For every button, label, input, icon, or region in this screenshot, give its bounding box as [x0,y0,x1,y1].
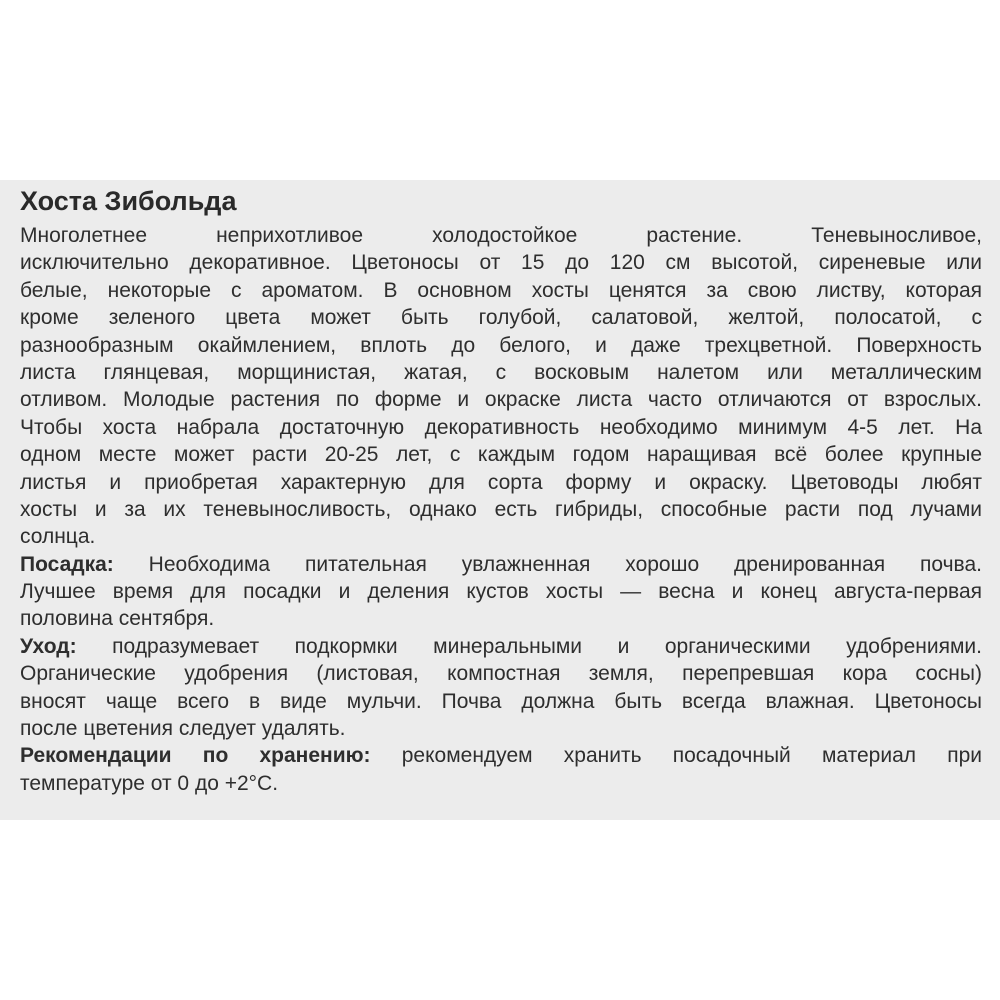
text-line [20,551,982,578]
line-text: после цветения следует удалять. [20,717,346,741]
line-text: Органические удобрения (листовая, компостная земля, перепревшая кора сосны) [20,662,982,686]
text-line [20,222,982,249]
line-text: Многолетнее неприхотливое холодостойкое растение. Теневыносливое, [20,224,982,247]
section-label: Уход: [20,634,77,658]
text-line [20,304,982,331]
text-line [20,770,982,797]
text-line [20,332,982,359]
text-line [20,496,982,523]
text-line [20,633,982,660]
line-text: температуре от 0 до +2°C. [20,771,279,795]
line-text: вносят чаще всего в виде мульчи. Почва должна быть всегда влажная. Цветоносы [20,689,982,713]
document-title: Хоста Зибольда [20,186,237,216]
text-line [20,742,982,769]
text-line [20,441,982,468]
line-text: Лучшее время для посадки и деления кустов хосты — весна и конец августа-первая [20,580,982,604]
text-line [20,249,982,276]
text-line [20,386,982,413]
line-text: Необходима питательная увлажненная хорошо дренированная почва. [113,552,982,576]
line-text: отливом. Молодые растения по форме и окраске листа часто отличаются от взрослых. [20,388,982,412]
line-text: кроме зеленого цвета может быть голубой, салатовой, желтой, полосатой, с [20,306,982,330]
text-line [20,605,982,632]
description-body [20,222,982,797]
section-label: Рекомендации по хранению: [20,744,371,768]
line-text: Чтобы хоста набрала достаточную декоративность необходимо минимум 4-5 лет. На [20,415,982,439]
text-line [20,277,982,304]
line-text: исключительно декоративное. Цветоносы от 15 до 120 см высотой, сиреневые или [20,251,982,275]
text-line [20,469,982,496]
text-line [20,523,982,550]
line-text: листья и приобретая характерную для сорта форму и окраску. Цветоводы любят [20,470,982,494]
text-line [20,578,982,605]
text-line [20,715,982,742]
text-line [20,688,982,715]
line-text: половина сентября. [20,607,215,631]
line-text: листа глянцевая, морщинистая, жатая, с восковым налетом или металлическим [20,360,982,384]
text-line [20,414,982,441]
line-text: одном месте может расти 20-25 лет, с каждым годом наращивая всё более крупные [20,443,982,467]
line-text: разнообразным окаймлением, вплоть до белого, и даже трехцветной. Поверхность [20,333,982,357]
section-label: Посадка: [20,552,114,576]
line-text: белые, некоторые с ароматом. В основном хосты ценятся за свою листву, которая [20,278,982,302]
line-text: солнца. [20,525,96,549]
text-line [20,660,982,687]
line-text: рекомендуем хранить посадочный материал при [370,744,982,768]
line-text: подразумевает подкормки минеральными и органическими удобрениями. [76,634,982,658]
text-line [20,359,982,386]
line-text: хосты и за их теневыносливость, однако есть гибриды, способные расти под лучами [20,497,982,521]
